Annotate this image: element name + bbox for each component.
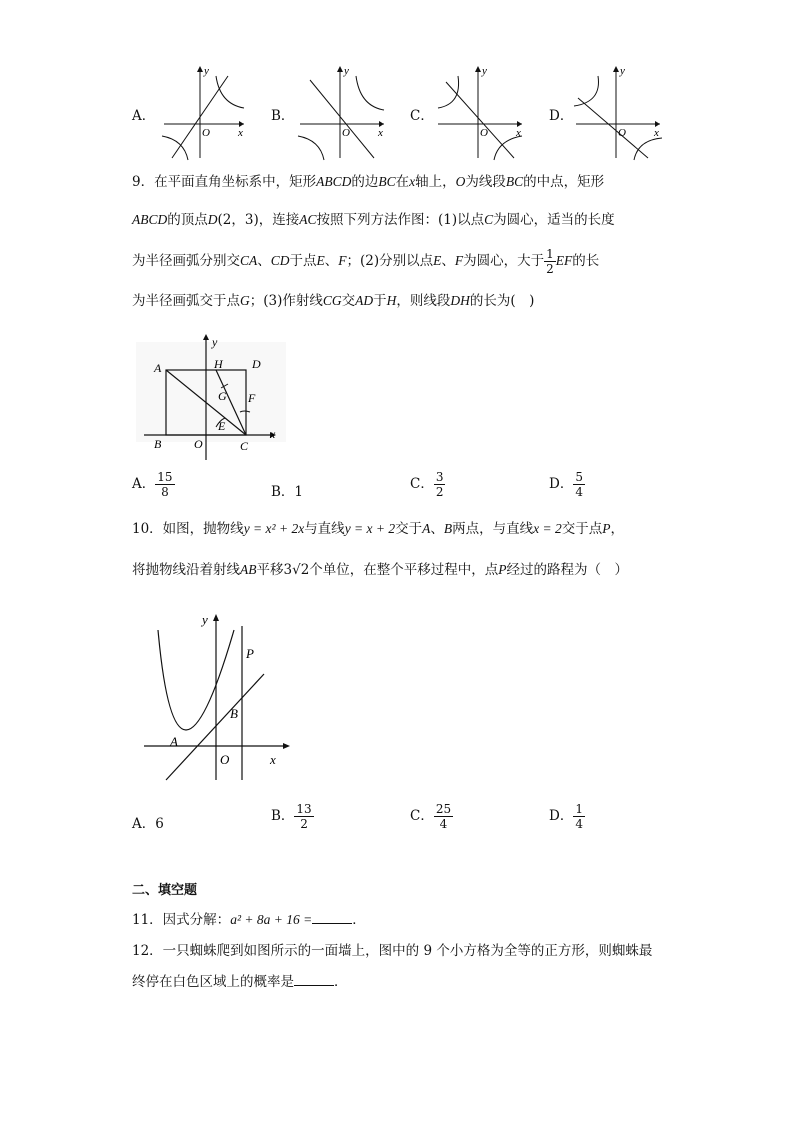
point-o: O bbox=[194, 437, 203, 451]
point-b: B bbox=[230, 706, 238, 721]
point-o: O bbox=[220, 752, 230, 767]
q9-line-4: 为半径画弧交于点G；(3)作射线CG交AD于H，则线段DH的长为( ) bbox=[132, 293, 535, 309]
axis-x: x bbox=[238, 127, 243, 139]
point-f: F bbox=[248, 391, 256, 405]
q8-graph-d bbox=[572, 62, 667, 162]
axis-x: x bbox=[516, 127, 521, 139]
q9-line-3: 为半径画弧分别交CA、CD于点E、F；(2)分别以点E、F为圆心，大于 $\frac{1}{2}$ EF的长 bbox=[132, 247, 600, 276]
axis-y: y bbox=[620, 65, 625, 77]
q9-line-1: 9．在平面直角坐标系中，矩形ABCD的边BC在x轴上，O为线段BC的中点，矩形 bbox=[132, 174, 605, 190]
q8-graph-b bbox=[296, 62, 391, 162]
answer-blank[interactable] bbox=[312, 911, 352, 924]
section-title: 二、填空题 bbox=[132, 883, 198, 898]
q10-option-a[interactable]: A．6 bbox=[132, 816, 164, 832]
axis-o: O bbox=[202, 127, 210, 139]
point-a: A bbox=[170, 734, 178, 749]
q10-line-1: 10．如图，抛物线y = x² + 2x与直线y = x + 2交于A、B两点，与直线x = 2交于点P， bbox=[132, 521, 625, 537]
point-a: A bbox=[154, 361, 162, 375]
point-g: G bbox=[218, 389, 227, 403]
axis-y: y bbox=[204, 65, 209, 77]
q12-line-2: 终停在白色区域上的概率是 ． bbox=[132, 974, 348, 990]
point-b: B bbox=[154, 437, 162, 451]
q9-option-b[interactable]: B．1 bbox=[271, 484, 304, 500]
axis-x: x bbox=[270, 427, 276, 441]
axis-y: y bbox=[344, 65, 349, 77]
point-h: H bbox=[214, 357, 223, 371]
axis-o: O bbox=[618, 127, 626, 139]
q8-option-a[interactable]: A． bbox=[132, 108, 156, 124]
q8-option-b[interactable]: B． bbox=[271, 108, 295, 124]
q9-figure bbox=[136, 330, 286, 465]
axis-y: y bbox=[202, 612, 208, 627]
q10-figure bbox=[140, 608, 300, 788]
point-p: P bbox=[246, 646, 254, 661]
axis-x: x bbox=[654, 127, 659, 139]
q9-option-c[interactable]: C． $\frac{3}{2}$ bbox=[410, 470, 444, 499]
q8-option-c[interactable]: C． bbox=[410, 108, 434, 124]
q10-option-b[interactable]: B． $\frac{13}{2}$ bbox=[271, 802, 312, 831]
q10-option-d[interactable]: D． $\frac{1}{4}$ bbox=[549, 802, 583, 831]
axis-o: O bbox=[480, 127, 488, 139]
axis-o: O bbox=[342, 127, 350, 139]
q10-option-c[interactable]: C． $\frac{25}{4}$ bbox=[410, 802, 452, 831]
axis-y: y bbox=[212, 335, 218, 349]
q9-option-d[interactable]: D． $\frac{5}{4}$ bbox=[549, 470, 583, 499]
q10-line-2: 将抛物线沿着射线AB平移3√2个单位，在整个平移过程中，点P经过的路程为（ ） bbox=[132, 562, 629, 578]
q11-line: 11．因式分解：a² + 8a + 16 = ． bbox=[132, 912, 366, 928]
q8-graph-c bbox=[434, 62, 529, 162]
q9-option-a[interactable]: A． $\frac{15}{8}$ bbox=[132, 470, 173, 499]
q12-line-1: 12．一只蜘蛛爬到如图所示的一面墙上，图中的 9 个小方格为全等的正方形，则蜘蛛最 bbox=[132, 943, 653, 959]
q8-option-d[interactable]: D． bbox=[549, 108, 574, 124]
axis-x: x bbox=[378, 127, 383, 139]
point-e: E bbox=[218, 419, 226, 433]
q9-line-2: ABCD的顶点D(2，3)，连接AC按照下列方法作图：(1)以点C为圆心，适当的长度 bbox=[132, 212, 615, 228]
fraction-one-half: $\frac{1}{2}$ bbox=[546, 247, 554, 276]
axis-x: x bbox=[270, 752, 276, 767]
point-c: C bbox=[240, 439, 249, 453]
axis-y: y bbox=[482, 65, 487, 77]
q8-graph-a bbox=[160, 62, 250, 162]
point-d: D bbox=[252, 357, 261, 371]
answer-blank[interactable] bbox=[294, 973, 334, 986]
